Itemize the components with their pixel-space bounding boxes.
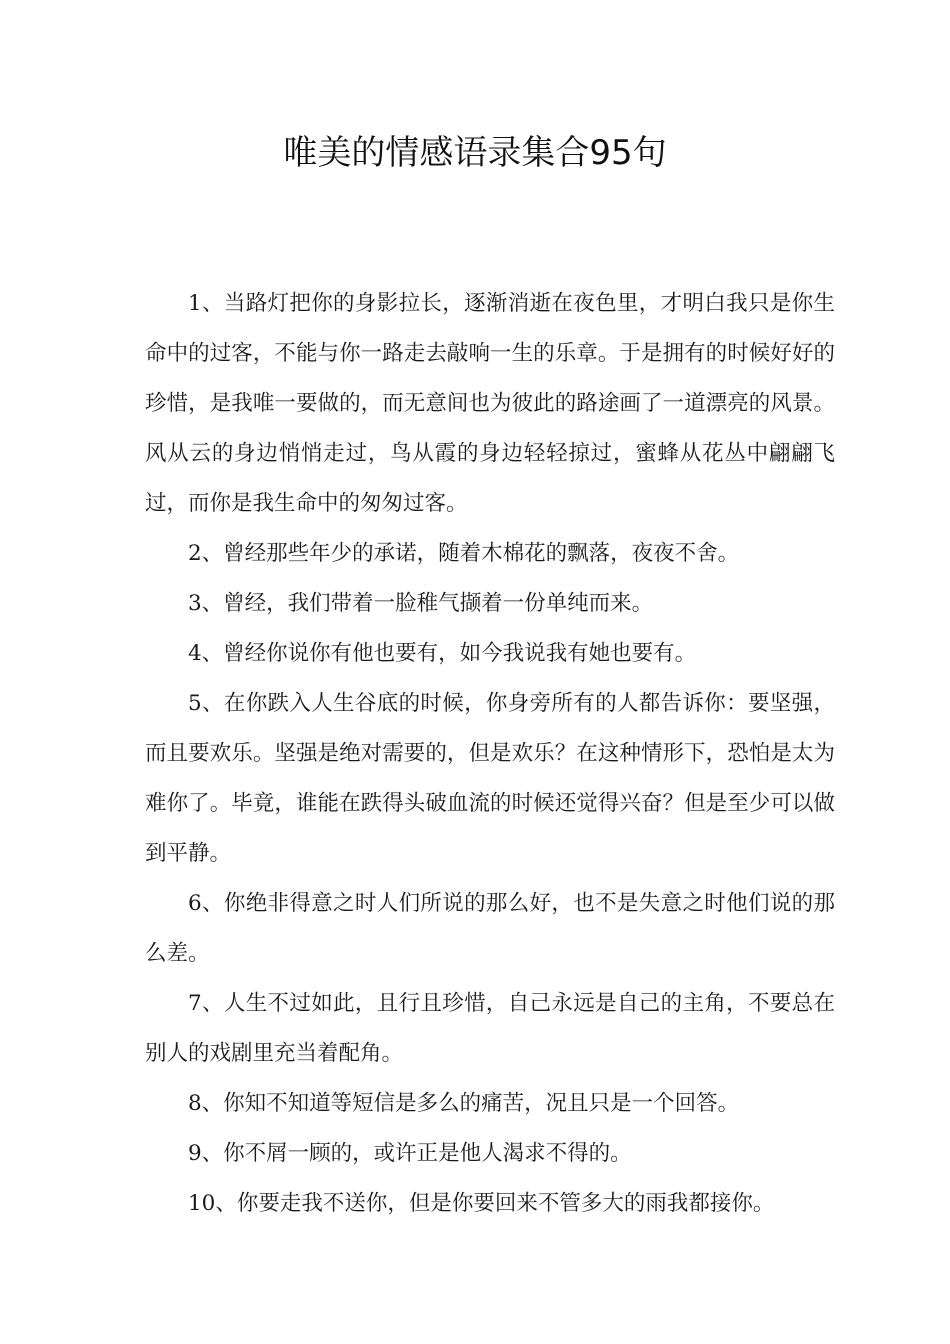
paragraph-6: 6、你绝非得意之时人们所说的那么好，也不是失意之时他们说的那么差。 bbox=[145, 891, 835, 966]
paragraph-10: 10、你要走我不送你，但是你要回来不管多大的雨我都接你。 bbox=[188, 1191, 775, 1216]
document-title: 唯美的情感语录集合95句 bbox=[283, 133, 667, 173]
paragraph-1: 1、当路灯把你的身影拉长，逐渐消逝在夜色里，才明白我只是你生命中的过客，不能与你一路走去敲响一生的乐章。于是拥有的时候好好的珍惜，是我唯一要做的，而无意间也为彼此的路途画了一道漂亮的风景。风从云的身边悄悄走过，鸟从霞的身边轻轻掠过，蜜蜂从花丛中翩翩飞过，而你是我生命中的匆匆过客。 bbox=[145, 291, 835, 516]
paragraph-5: 5、在你跌入人生谷底的时候，你身旁所有的人都告诉你：要坚强，而且要欢乐。坚强是绝对需要的，但是欢乐？在这种情形下，恐怕是太为难你了。毕竟，谁能在跌得头破血流的时候还觉得兴奋？但是至少可以做到平静。 bbox=[145, 691, 835, 866]
paragraph-2: 2、曾经那些年少的承诺，随着木棉花的飘落，夜夜不舍。 bbox=[188, 541, 740, 566]
paragraph-7: 7、人生不过如此，且行且珍惜，自己永远是自己的主角，不要总在别人的戏剧里充当着配角。 bbox=[145, 991, 835, 1066]
paragraph-3: 3、曾经，我们带着一脸稚气撷着一份单纯而来。 bbox=[188, 591, 654, 616]
document-body bbox=[145, 279, 835, 1229]
paragraph-4: 4、曾经你说你有他也要有，如今我说我有她也要有。 bbox=[188, 641, 697, 666]
paragraph-9: 9、你不屑一顾的，或许正是他人渴求不得的。 bbox=[188, 1141, 632, 1166]
paragraph-8: 8、你知不知道等短信是多么的痛苦，况且只是一个回答。 bbox=[188, 1091, 740, 1116]
